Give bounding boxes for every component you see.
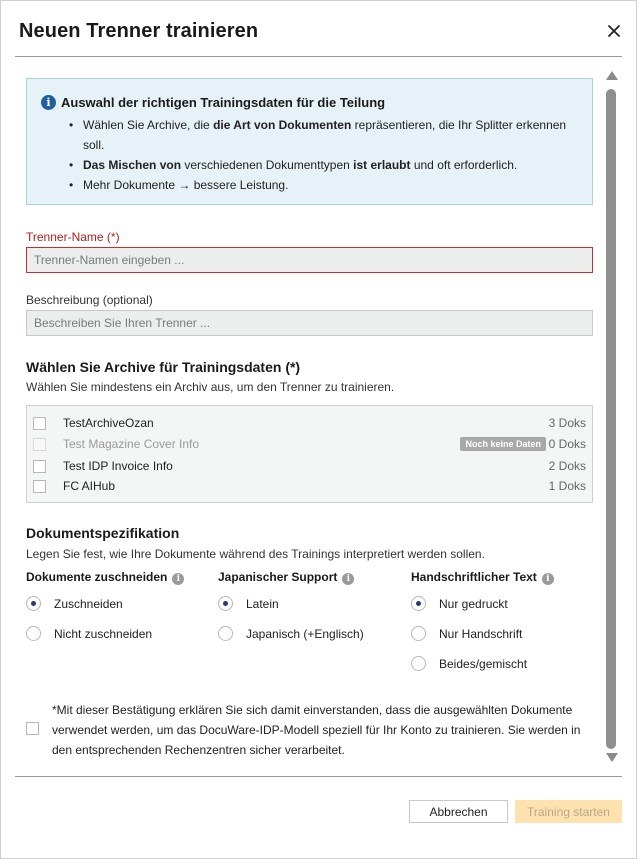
archive-count: 2 Doks xyxy=(548,459,586,473)
radio-no-crop[interactable] xyxy=(26,625,196,643)
radio-button[interactable] xyxy=(411,626,426,641)
archive-row xyxy=(27,435,592,455)
crop-heading xyxy=(26,570,184,585)
radio-button[interactable] xyxy=(218,626,233,641)
scrollbar[interactable] xyxy=(603,71,619,767)
radio-handwriting-only[interactable] xyxy=(411,625,581,643)
archive-row[interactable] xyxy=(27,457,592,477)
radio-label: Nicht zuschneiden xyxy=(54,627,153,641)
archive-name: TestArchiveOzan xyxy=(63,416,154,430)
archive-name: FC AIHub xyxy=(63,479,116,493)
radio-button[interactable] xyxy=(411,596,426,611)
dialog-title: Neuen Trenner trainieren xyxy=(19,20,259,42)
radio-label: Zuschneiden xyxy=(54,597,123,611)
radio-button[interactable] xyxy=(411,656,426,671)
radio-crop[interactable] xyxy=(26,595,196,613)
archive-checkbox[interactable] xyxy=(33,480,46,493)
crop-heading-label: Dokumente zuschneiden xyxy=(26,570,168,584)
archive-row[interactable] xyxy=(27,414,592,434)
radio-label: Nur gedruckt xyxy=(439,597,508,611)
close-button[interactable] xyxy=(604,21,624,41)
radio-label: Nur Handschrift xyxy=(439,627,523,641)
radio-label: Japanisch (+Englisch) xyxy=(246,627,364,641)
radio-mixed[interactable] xyxy=(411,655,581,673)
radio-button[interactable] xyxy=(26,596,41,611)
archive-count: 0 Doks xyxy=(548,437,586,451)
archive-checkbox[interactable] xyxy=(33,460,46,473)
archive-count: 3 Doks xyxy=(548,416,586,430)
scroll-thumb[interactable] xyxy=(606,89,616,749)
radio-label: Beides/gemischt xyxy=(439,657,528,671)
info-list xyxy=(67,115,587,195)
description-label: Beschreibung (optional) xyxy=(26,293,153,307)
handwriting-heading-label: Handschriftlicher Text xyxy=(411,570,537,584)
close-icon xyxy=(604,21,624,41)
consent-text: *Mit dieser Bestätigung erklären Sie sich damit einverstanden, dass die ausgewählten Dokumente verwendet werden, um das DocuWare-IDP-Modell speziell für Ihr Konto zu trainieren. Sie werden in den entsprechenden Rechenzentren sicher verarbeitet. xyxy=(52,703,581,757)
archive-name: Test Magazine Cover Info xyxy=(63,437,200,451)
archives-title: Wählen Sie Archive für Trainingsdaten (*) xyxy=(26,359,301,375)
japanese-heading xyxy=(218,570,354,585)
help-icon[interactable]: i xyxy=(172,573,184,585)
no-data-badge: Noch keine Daten xyxy=(460,437,546,451)
name-input[interactable] xyxy=(26,247,593,273)
help-icon[interactable]: i xyxy=(542,573,554,585)
radio-printed-only[interactable] xyxy=(411,595,581,613)
header-divider xyxy=(15,56,622,57)
dialog-content xyxy=(1,61,636,771)
cancel-button[interactable]: Abbrechen xyxy=(409,800,508,823)
handwriting-heading xyxy=(411,570,554,585)
spec-title: Dokumentspezifikation xyxy=(26,525,180,541)
spec-subtitle: Legen Sie fest, wie Ihre Dokumente während des Trainings interpretiert werden sollen. xyxy=(26,547,485,561)
scroll-down-arrow-icon[interactable] xyxy=(606,753,618,762)
info-box xyxy=(26,78,593,205)
dialog-header xyxy=(1,1,636,58)
consent-checkbox[interactable] xyxy=(26,722,39,735)
archive-checkbox xyxy=(33,438,46,451)
start-training-button[interactable]: Training starten xyxy=(515,800,622,823)
name-label: Trenner-Name (*) xyxy=(26,230,120,244)
radio-japanese[interactable] xyxy=(218,625,388,643)
archive-list xyxy=(26,405,593,503)
radio-latin[interactable] xyxy=(218,595,388,613)
archive-row[interactable] xyxy=(27,477,592,497)
help-icon[interactable]: i xyxy=(342,573,354,585)
info-item-2: • Das Mischen von verschiedenen Dokumenttypen ist erlaubt und oft erforderlich. xyxy=(67,155,587,175)
scroll-up-arrow-icon[interactable] xyxy=(606,71,618,80)
radio-button[interactable] xyxy=(218,596,233,611)
description-input[interactable] xyxy=(26,310,593,336)
radio-button[interactable] xyxy=(26,626,41,641)
footer-divider xyxy=(15,776,622,777)
archive-count: 1 Doks xyxy=(548,479,586,493)
radio-label: Latein xyxy=(246,597,279,611)
info-icon: i xyxy=(41,95,56,110)
archive-name: Test IDP Invoice Info xyxy=(63,459,173,473)
info-item-3: • Mehr Dokumente → bessere Leistung. xyxy=(67,175,587,195)
info-item-1: • Wählen Sie Archive, die die Art von Dokumenten repräsentieren, die Ihr Splitter erkennen soll. xyxy=(67,115,587,155)
archives-subtitle: Wählen Sie mindestens ein Archiv aus, um den Trenner zu trainieren. xyxy=(26,380,395,394)
archive-checkbox[interactable] xyxy=(33,417,46,430)
info-title: Auswahl der richtigen Trainingsdaten für die Teilung xyxy=(61,95,386,110)
japanese-heading-label: Japanischer Support xyxy=(218,570,338,584)
